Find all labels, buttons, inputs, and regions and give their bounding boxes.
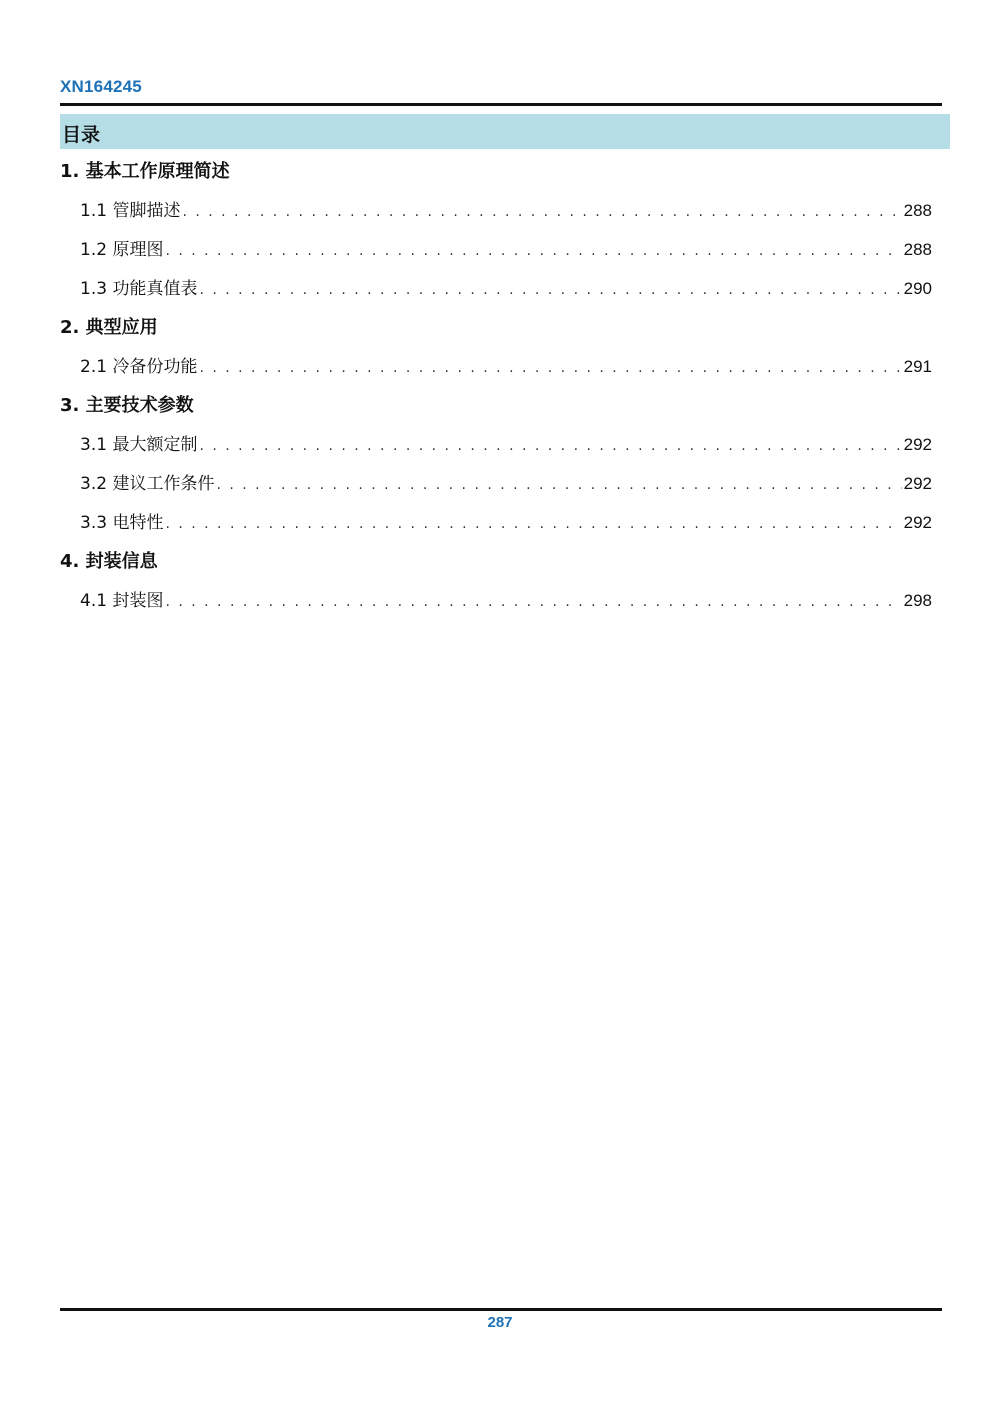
toc-entry-label: 3.2 建议工作条件 (80, 474, 215, 494)
toc-section-heading[interactable]: 1. 基本工作原理简述 (60, 161, 230, 182)
toc-entry[interactable] (60, 230, 932, 269)
dot-leader (165, 505, 901, 544)
toc-entry-page: 291 (903, 357, 932, 376)
toc-entry-page: 292 (903, 513, 932, 532)
toc-entry[interactable] (60, 347, 932, 386)
footer-rule (60, 1308, 942, 1311)
toc-entry[interactable] (60, 191, 932, 230)
toc-section-heading[interactable]: 2. 典型应用 (60, 317, 158, 338)
toc-entry-page: 288 (903, 240, 932, 259)
toc-entry-label: 3.3 电特性 (80, 513, 164, 533)
toc-entry[interactable] (60, 503, 932, 542)
toc-title-banner (60, 114, 950, 149)
toc-entry-page: 290 (903, 279, 932, 298)
dot-leader (199, 349, 901, 388)
toc-entry-page: 292 (903, 435, 932, 454)
dot-leader (182, 193, 901, 232)
dot-leader (199, 271, 901, 310)
toc-section-heading[interactable]: 4. 封装信息 (60, 551, 158, 572)
dot-leader (165, 232, 901, 271)
toc-entry[interactable] (60, 464, 932, 503)
toc-entry-label: 4.1 封装图 (80, 591, 164, 611)
header-rule (60, 103, 942, 106)
toc-entry[interactable] (60, 425, 932, 464)
dot-leader (165, 583, 901, 622)
toc-entry-label: 2.1 冷备份功能 (80, 357, 198, 377)
dot-leader (199, 427, 901, 466)
toc-entry-page: 292 (903, 474, 932, 493)
toc-entry-label: 1.3 功能真值表 (80, 279, 198, 299)
toc-entry-page: 298 (903, 591, 932, 610)
toc-section-heading[interactable]: 3. 主要技术参数 (60, 395, 194, 416)
document-code: XN164245 (60, 77, 142, 96)
toc-entry-label: 1.1 管脚描述 (80, 201, 181, 221)
dot-leader (216, 466, 901, 505)
table-of-contents (60, 152, 932, 620)
toc-entry[interactable] (60, 269, 932, 308)
toc-entry-label: 3.1 最大额定制 (80, 435, 198, 455)
toc-title: 目录 (62, 124, 101, 146)
toc-entry[interactable] (60, 581, 932, 620)
page-number: 287 (487, 1314, 513, 1331)
toc-entry-label: 1.2 原理图 (80, 240, 164, 260)
toc-entry-page: 288 (903, 201, 932, 220)
